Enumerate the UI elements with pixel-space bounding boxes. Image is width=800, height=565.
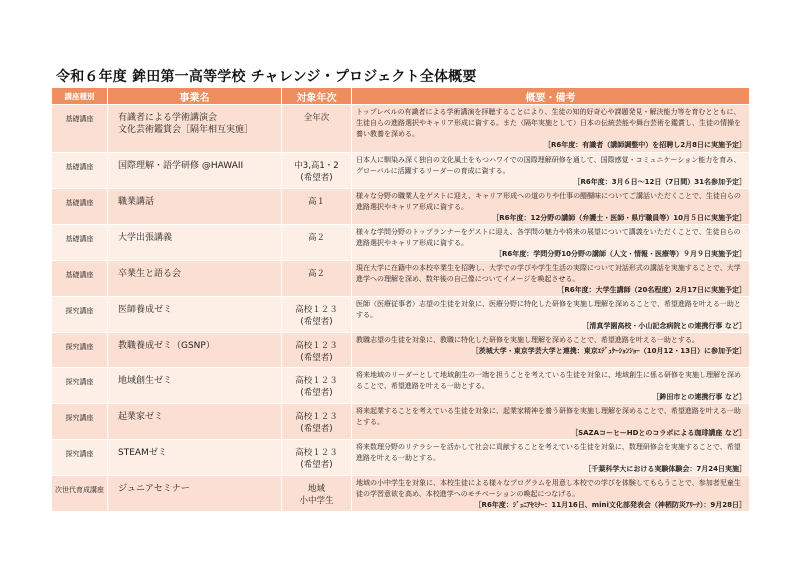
row-name-line1: 有識者による学術講演会 [118,113,218,123]
row-target-line1: 高校１２３ [295,448,338,458]
row-target-line1: 高２ [307,233,325,243]
table-row [52,404,750,440]
row-note: ［SAZAコーヒーHDとのコラボによる珈琲講座 など］ [571,429,746,437]
row-name [108,189,282,225]
row-summary [352,476,750,512]
row-name-line1: 職業講話 [118,197,155,207]
header-name: 事業名 [108,88,282,105]
row-target-line2: 小中学生 [299,496,334,506]
row-description: トップレベルの有識者による学術講演を拝聴することにより、生徒の知的好奇心や課題発見・解決能力等を育むとともに、生徒自らの進路選択やキャリア形成に資する。また（隔年実施として）日本の伝統芸能や舞台芸術を鑑賞し、生徒の情操を養い教養を深める。 [356,108,741,138]
row-category: 探究講座 [52,368,108,404]
row-target [282,333,352,368]
row-note: ［R6年度：12分野の講師（弁護士・医師・県庁職員等）10月５日に実施予定］ [492,214,746,222]
row-target [282,105,352,153]
row-note: ［R6年度：学問分野10分野の講師（人文・情報・医療等）９月９日実施予定］ [494,250,746,258]
row-summary [352,440,750,476]
row-name-line1: 地域創生ゼミ [118,376,173,386]
row-note: ［千葉科学大における実験体験会：7月24日実施］ [584,465,746,473]
row-name-line1: STEAMゼミ [118,448,167,458]
row-description: 現在大学に在籍中の本校卒業生を招聘し、大学での学びや学生生活の実際について対話形式の講話を実施することで、大学進学への理解を深め、数年後の自己像についてイメージを喚起させる。 [356,264,741,283]
row-category: 基礎講座 [52,153,108,189]
row-category: 探究講座 [52,440,108,476]
row-name-line1: 卒業生と語る会 [118,269,182,279]
row-summary [352,225,750,261]
row-name-line1: 国際理解・語学研修 @HAWAII [118,161,244,171]
row-description: 地域の小中学生を対象に、本校生徒による様々なプログラムを用意し本校での学びを体験してもらうことで、参加者児童生徒の学習意欲を高め、本校進学へのモチベーションの喚起につなげる。 [356,479,741,498]
row-target [282,476,352,512]
table-row [52,225,750,261]
row-description: 日本人に馴染み深く独自の文化風土をもつハワイでの国際理解研修を通して、国際感覚・コミュニケーション能力を育み、グローバルに活躍するリーダーの育成に資する。 [356,156,741,175]
table-row [52,261,750,297]
table-row [52,440,750,476]
row-name [108,476,282,512]
row-name-line1: ジュニアセミナー [118,484,190,494]
row-name-line1: 教職養成ゼミ（GSNP） [118,341,215,351]
header-summary: 概要・備考 [352,88,750,105]
row-name [108,440,282,476]
table-row [52,153,750,189]
row-target [282,153,352,189]
row-note: ［R6年度：ｼﾞｭﾆｱｾﾐﾅｰ：11月16日、mini文化部発表会（神栖防災ｱﾘｰﾅ）：9月28日］ [474,501,746,509]
header-target: 対象年次 [282,88,352,105]
row-target-line2: (希望者) [300,173,333,183]
row-name [108,297,282,333]
table-row [52,333,750,368]
row-target [282,297,352,333]
table-row [52,105,750,153]
row-target [282,225,352,261]
row-description: 教職志望の生徒を対象に、教職に特化した研修を実施し理解を深めることで、希望進路を叶える一助とする。 [356,336,699,344]
row-description: 様々な学問分野のトップランナーをゲストに迎え、各学問の魅力や将来の展望について講義をいただくことで、生徒自らの進路選択やキャリア形成に資する。 [356,228,741,247]
row-note: ［茨城大学・東京学芸大学と連携：東京ｴﾃﾞｭｹｰｼｮﾝｼｮｰ（10月12・13日）に参加予定］ [471,347,746,355]
row-description: 医師（医療従事者）志望の生徒を対象に、医療分野に特化した研修を実施し理解を深めることで、希望進路を叶える一助とする。 [356,300,741,319]
row-description: 様々な分野の職業人をゲストに迎え、キャリア形成への道のりや仕事の醍醐味についてご講話いただくことで、生徒自らの進路選択やキャリア形成に資する。 [356,192,741,211]
row-note: ［R6年度：大学生講師（20名程度）2月17日に実施予定］ [557,286,746,294]
table-row [52,368,750,404]
row-summary [352,368,750,404]
row-target-line2: (希望者) [300,317,333,327]
row-summary [352,189,750,225]
row-note: ［R6年度：3月６日～12日（7日間）31名参加予定］ [573,178,746,186]
row-target [282,404,352,440]
row-target-line1: 高校１２３ [295,341,338,351]
row-name [108,225,282,261]
row-summary [352,153,750,189]
page-title: 令和６年度 鉾田第一高等学校 チャレンジ・プロジェクト全体概要 [56,69,477,85]
row-summary [352,333,750,368]
row-name [108,368,282,404]
row-category: 基礎講座 [52,225,108,261]
row-description: 将来数理分野のリテラシーを活かして社会に貢献することを考えている生徒を対象に、数理研修会を実施することで、希望進路を叶える一助とする。 [356,443,741,462]
row-name-line1: 起業家ゼミ [118,412,164,422]
row-summary [352,261,750,297]
row-note: ［清真学園高校・小山記念病院との連携行事 など］ [582,322,746,330]
row-target [282,440,352,476]
table-row [52,297,750,333]
row-target-line1: 高２ [307,269,325,279]
row-category: 基礎講座 [52,105,108,153]
table-row [52,189,750,225]
project-table [51,87,750,512]
row-name-line1: 大学出張講義 [118,233,173,243]
header-category: 講座種別 [52,88,108,105]
row-note: ［鉾田市との連携行事 など］ [652,393,746,401]
table-header [52,88,750,105]
row-name-line1: 医師養成ゼミ [118,305,173,315]
row-summary [352,105,750,153]
row-target-line2: (希望者) [300,460,333,470]
row-category: 探究講座 [52,404,108,440]
row-target-line1: 中3,高1・2 [294,161,339,171]
row-name [108,333,282,368]
row-target-line1: 高校１２３ [295,412,338,422]
row-name-line2: 文化芸術鑑賞会［隔年相互実施］ [118,125,254,135]
row-description: 将来起業することを考えている生徒を対象に、起業家精神を養う研修を実施し理解を深めることで、希望進路を叶える一助とする。 [356,407,741,426]
row-summary [352,404,750,440]
row-category: 探究講座 [52,297,108,333]
row-target [282,261,352,297]
row-description: 将来地域のリーダーとして地域創生の一端を担うことを考えている生徒を対象に、地域創生に係る研修を実施し理解を深めることで、希望進路を叶える一助とする。 [356,371,741,390]
row-category: 次世代育成講座 [52,476,108,512]
row-target-line1: 高校１２３ [295,305,338,315]
row-target-line2: (希望者) [300,388,333,398]
row-summary [352,297,750,333]
row-name [108,404,282,440]
row-note: ［R6年度：有識者（講師調整中）を招聘し2月8日に実施予定］ [543,141,746,149]
row-target [282,189,352,225]
table-row [52,476,750,512]
row-target-line2: (希望者) [300,424,333,434]
row-target-line2: (希望者) [300,353,333,363]
row-target-line1: 高校１２３ [295,376,338,386]
row-name [108,153,282,189]
row-category: 探究講座 [52,333,108,368]
row-name [108,261,282,297]
row-target [282,368,352,404]
row-target-line1: 地域 [307,484,325,494]
row-target-line1: 高１ [307,197,325,207]
row-name [108,105,282,153]
row-category: 基礎講座 [52,261,108,297]
row-target-line1: 全年次 [303,113,330,123]
row-category: 基礎講座 [52,189,108,225]
